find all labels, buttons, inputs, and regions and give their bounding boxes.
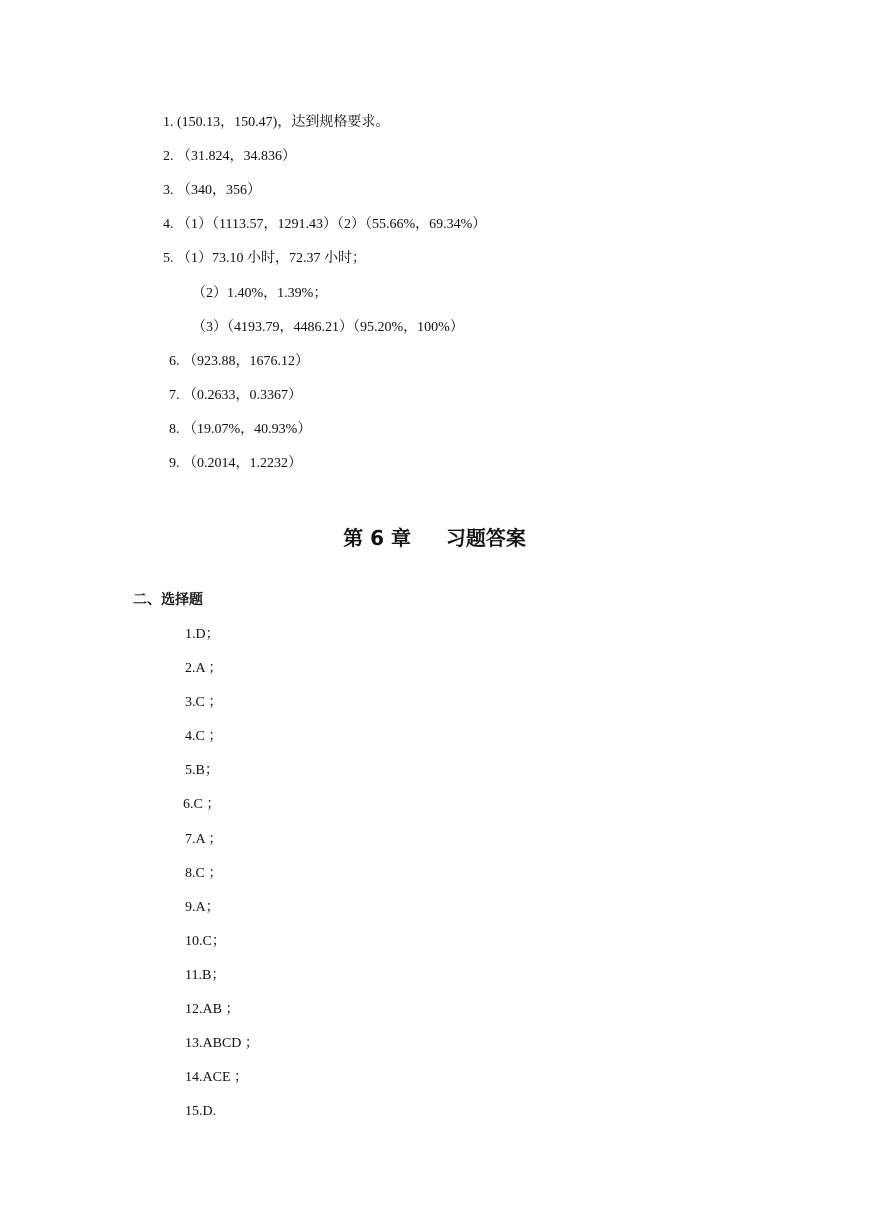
chapter-title: 第 6 章 习题答案: [343, 526, 526, 550]
answer-line-5: 5. （1）73.10 小时，72.37 小时；: [163, 251, 366, 266]
answer-line-7: 7. （0.2633，0.3367）: [169, 388, 302, 403]
answer-line-9: 9. （0.2014，1.2232）: [169, 456, 302, 471]
choice-answer-13: 13.ABCD ；: [185, 1036, 259, 1051]
choice-answer-9: 9.A；: [185, 900, 220, 915]
choice-answer-11: 11.B；: [185, 968, 226, 983]
choice-answer-14: 14.ACE ；: [185, 1070, 248, 1085]
answer-line-5-3: （3）（4193.79，4486.21）（95.20%，100%）: [192, 320, 464, 335]
answer-line-3: 3. （340，356）: [163, 183, 261, 198]
choice-answer-4: 4.C ；: [185, 729, 223, 744]
answer-line-4: 4. （1）（1113.57，1291.43）（2）（55.66%，69.34%）: [163, 217, 487, 232]
section-heading: 二、选择题: [133, 592, 203, 608]
choice-answer-3: 3.C ；: [185, 695, 223, 710]
answer-line-2: 2. （31.824，34.836）: [163, 149, 296, 164]
choice-answer-1: 1.D；: [185, 627, 220, 642]
answer-line-1: 1. (150.13，150.47)，达到规格要求。: [163, 115, 390, 130]
choice-answer-8: 8.C ；: [185, 866, 223, 881]
choice-answer-2: 2.A ；: [185, 661, 223, 676]
choice-answer-5: 5.B；: [185, 763, 219, 778]
choice-answer-15: 15.D.: [185, 1104, 217, 1119]
choice-answer-6: 6.C ；: [183, 797, 221, 812]
answer-line-8: 8. （19.07%，40.93%）: [169, 422, 312, 437]
answer-line-5-2: （2）1.40%，1.39%；: [192, 286, 328, 301]
choice-answer-10: 10.C；: [185, 934, 226, 949]
answer-line-6: 6. （923.88，1676.12）: [169, 354, 309, 369]
choice-answer-7: 7.A ；: [185, 832, 223, 847]
choice-answer-12: 12.AB ；: [185, 1002, 240, 1017]
